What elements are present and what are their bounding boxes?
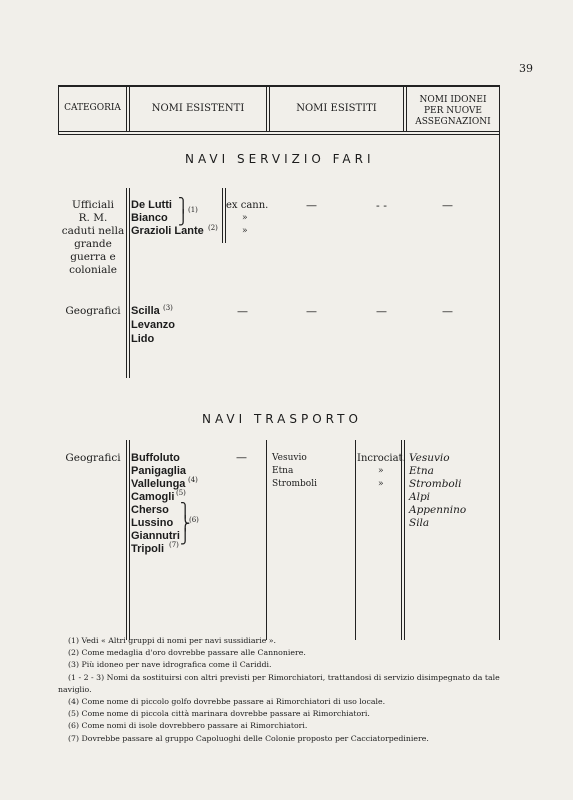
- ship-name: Panigaglia: [131, 465, 187, 477]
- header-line: PER NUOVE: [423, 106, 482, 116]
- footnote: (4) Come nome di piccolo golfo dovrebbe passare ai Rimorchiatori di uso locale.: [68, 697, 386, 707]
- dash-empty: —: [376, 305, 387, 318]
- footnote: (6) Come nomi di isole dovrebbero passare ai Rimorchiatori.: [68, 721, 308, 731]
- idoneo-name: Vesuvio: [409, 452, 450, 464]
- category-geografici: Geografici: [65, 305, 121, 317]
- category-line: Ufficiali: [72, 199, 114, 211]
- header-bottom-rule-2: [58, 134, 500, 135]
- col-sep: [266, 440, 267, 640]
- footnote: naviglio.: [58, 684, 92, 694]
- category-line: grande: [74, 238, 112, 250]
- ship-name: Camogli: [131, 491, 175, 503]
- header-nomi-idonei: [407, 95, 499, 128]
- ship-name: Grazioli Lante: [131, 225, 204, 237]
- category-line: R. M.: [78, 212, 108, 224]
- status-ditto: »: [242, 226, 248, 236]
- brace-mark: ⎭: [178, 210, 189, 226]
- idoneo-name: Alpi: [409, 491, 431, 503]
- dash-empty: —: [237, 305, 248, 318]
- footnote-ref: (7): [169, 541, 179, 549]
- footnote-ref: (3): [163, 304, 173, 312]
- status-ditto: »: [378, 479, 384, 489]
- table-top-rule: [58, 85, 500, 87]
- dash-empty: —: [442, 305, 453, 318]
- header-line: ASSEGNAZIONI: [415, 117, 491, 127]
- ship-name: Lido: [131, 333, 155, 345]
- idoneo-name: Appennino: [409, 504, 467, 516]
- dash-empty: —: [236, 451, 247, 464]
- dash-empty: —: [442, 199, 453, 212]
- idoneo-name: Sila: [409, 517, 430, 529]
- header-categoria: CATEGORIA: [64, 103, 121, 113]
- dash-empty: —: [306, 305, 317, 318]
- ship-name: De Lutti: [131, 199, 172, 211]
- status-incrociat: Incrociat.: [357, 453, 406, 464]
- ship-name: Tripoli: [131, 543, 164, 555]
- col-sep: [404, 440, 405, 640]
- esistito-name: Etna: [272, 466, 294, 476]
- brace-mark: ⎬: [180, 516, 191, 532]
- ship-name: Bianco: [131, 212, 168, 224]
- col-sep: [126, 87, 127, 131]
- footnote-ref: (6): [189, 516, 199, 524]
- status-ditto: »: [378, 466, 384, 476]
- footnote: (5) Come nome di piccola città marinara dovrebbe passare ai Rimorchiatori.: [68, 709, 370, 719]
- category-line: caduti nella: [61, 225, 125, 237]
- esistito-name: Stromboli: [272, 479, 317, 489]
- category-ufficiali: [60, 199, 126, 277]
- col-sep: [222, 188, 223, 243]
- brace-mark: ⎫: [180, 503, 191, 519]
- right-border: [499, 85, 500, 640]
- footnote: (1) Vedi « Altri gruppi di nomi per navi sussidiarie ».: [68, 636, 277, 645]
- section-title-fari: NAVI SERVIZIO FARI: [185, 152, 375, 166]
- ship-name: Levanzo: [131, 319, 176, 331]
- footnote: (1 - 2 - 3) Nomi da sostituirsi con altri previsti per Rimorchiatori, trattandosi di servizio disimpegnato da tale: [68, 672, 500, 682]
- ship-name: Buffoluto: [131, 452, 180, 464]
- col-sep: [403, 87, 404, 131]
- header-nomi-esistiti: NOMI ESISTITI: [296, 103, 377, 114]
- header-bottom-rule: [58, 131, 500, 132]
- footnote: (2) Come medaglia d'oro dovrebbe passare alle Cannoniere.: [68, 648, 306, 658]
- col-sep: [225, 188, 226, 243]
- col-sep: [401, 440, 402, 640]
- ship-name: Vallelunga: [131, 478, 186, 490]
- footnote: (3) Più idoneo per nave idrografica come il Cariddi.: [68, 660, 272, 670]
- col-sep: [126, 440, 127, 640]
- header-line: NOMI IDONEI: [419, 95, 487, 105]
- col-sep: [355, 440, 356, 640]
- category-line: coloniale: [69, 264, 117, 276]
- dash-empty: - -: [376, 199, 387, 212]
- col-sep: [129, 440, 130, 640]
- col-sep: [129, 188, 130, 378]
- brace-mark: ⎭: [180, 529, 191, 545]
- idoneo-name: Etna: [409, 465, 434, 477]
- category-geografici: Geografici: [65, 452, 121, 464]
- footnote-ref: (5): [176, 489, 186, 497]
- status-ditto: »: [242, 213, 248, 223]
- ship-name: Giannutri: [131, 530, 180, 542]
- esistito-name: Vesuvio: [272, 453, 307, 463]
- footnote-ref: (2): [208, 224, 218, 232]
- footnote-ref: (1): [188, 206, 198, 214]
- brace-mark: ⎫: [178, 198, 189, 214]
- col-sep: [126, 188, 127, 378]
- ship-name: Scilla: [131, 305, 160, 317]
- category-line: guerra e: [70, 251, 116, 263]
- ship-name: Lussino: [131, 517, 174, 529]
- dash-empty: —: [306, 199, 317, 212]
- status-ex-cann: ex cann.: [226, 200, 269, 211]
- footnotes: [58, 635, 538, 745]
- footnote-ref: (4): [188, 476, 198, 484]
- page-number: 39: [519, 62, 533, 75]
- header-nomi-esistenti: NOMI ESISTENTI: [151, 103, 245, 114]
- footnote: (7) Dovrebbe passare al gruppo Capoluoghi delle Colonie proposto per Cacciatorpediniere.: [68, 733, 429, 743]
- section-title-trasporto: NAVI TRASPORTO: [202, 412, 362, 426]
- ship-name: Cherso: [131, 504, 169, 516]
- idoneo-name: Stromboli: [409, 478, 462, 490]
- col-sep: [266, 87, 267, 131]
